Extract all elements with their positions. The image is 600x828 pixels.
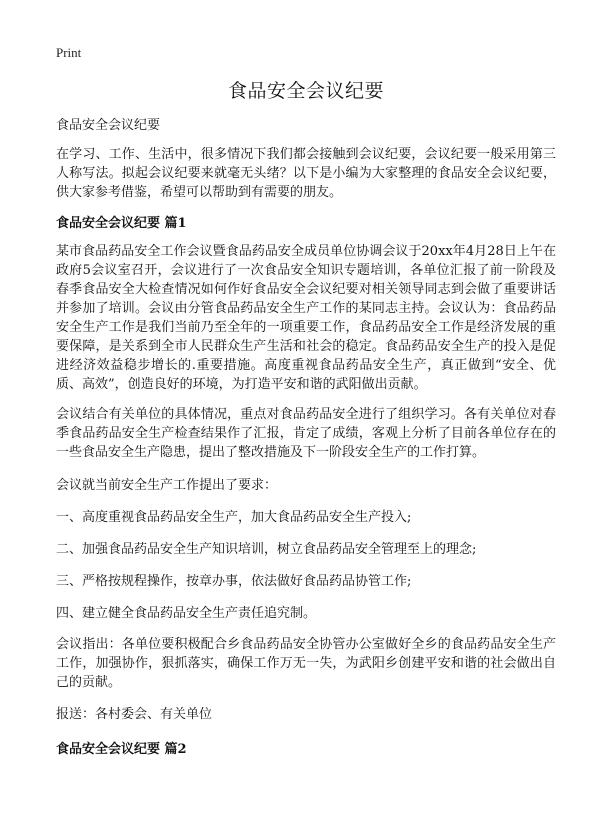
section-heading-2: 食品安全会议纪要 篇2: [56, 742, 187, 757]
section-heading-1: 食品安全会议纪要 篇1: [56, 216, 187, 231]
requirement-item-3: 三、严格按规程操作，按章办事，依法做好食品药品协管工作;: [56, 574, 412, 589]
document-page: [56, 44, 556, 759]
document-subtitle: 食品安全会议纪要: [56, 118, 161, 133]
requirement-item-4: 四、建立健全食品药品安全生产责任追究制。: [56, 606, 317, 621]
report-to-line: 报送：各村委会、有关单位: [56, 707, 213, 722]
requirement-item-1: 一、高度重视食品药品安全生产，加大食品药品安全生产投入;: [56, 510, 412, 525]
page-title: 食品安全会议纪要: [227, 80, 384, 102]
intro-paragraph: 在学习、工作、生活中，很多情况下我们都会接触到会议纪要，会议纪要一般采用第三人称写法。拟起会议纪要来就毫无头绪？以下是小编为大家整理的食品安全会议纪要，供大家参考借鉴，希望可以帮助到有需要的朋友。: [56, 147, 556, 200]
section1-paragraph-4: 会议指出：各单位要积极配合乡食品药品安全协管办公室做好全乡的食品药品安全生产工作，加强协作，狠抓落实，确保工作万无一失，为武阳乡创建平安和谐的社会做出自己的贡献。: [56, 637, 556, 690]
section1-paragraph-1: 某市食品药品安全工作会议暨食品药品安全成员单位协调会议于20xx年4月28日上午在政府5会议室召开，会议进行了一次食品安全知识专题培训，各单位汇报了前一阶段及春季食品安全大检查情况如何作好食品安全会议纪要对相关领导同志到会做了重要讲话并参加了培训。会议由分管食品药品安全生产工作的某同志主持。会议认为：食品药品安全生产工作是我们当前乃至全年的一项重要工作，食品药品安全工作是经济发展的重要保障，是关系到全市人民群众生产生活和社会的稳定。食品药品安全生产的投入是促进经济效益稳步增长的.重要措施。高度重视食品药品安全生产，真正做到“安全、优质、高效”，创造良好的环境，为打造平安和谐的武阳做出贡献。: [56, 244, 556, 392]
requirement-item-2: 二、加强食品药品安全生产知识培训，树立食品药品安全管理至上的理念;: [56, 542, 477, 557]
print-link[interactable]: Print: [56, 45, 82, 60]
section1-paragraph-2: 会议结合有关单位的具体情况，重点对食品药品安全进行了组织学习。各有关单位对春季食品药品安全生产检查结果作了汇报，肯定了成绩，客观上分析了目前各单位存在的一些食品安全生产隐患，提出了整改措施及下一阶段安全生产的工作打算。: [56, 407, 556, 460]
section1-paragraph-3: 会议就当前安全生产工作提出了要求：: [56, 478, 278, 493]
